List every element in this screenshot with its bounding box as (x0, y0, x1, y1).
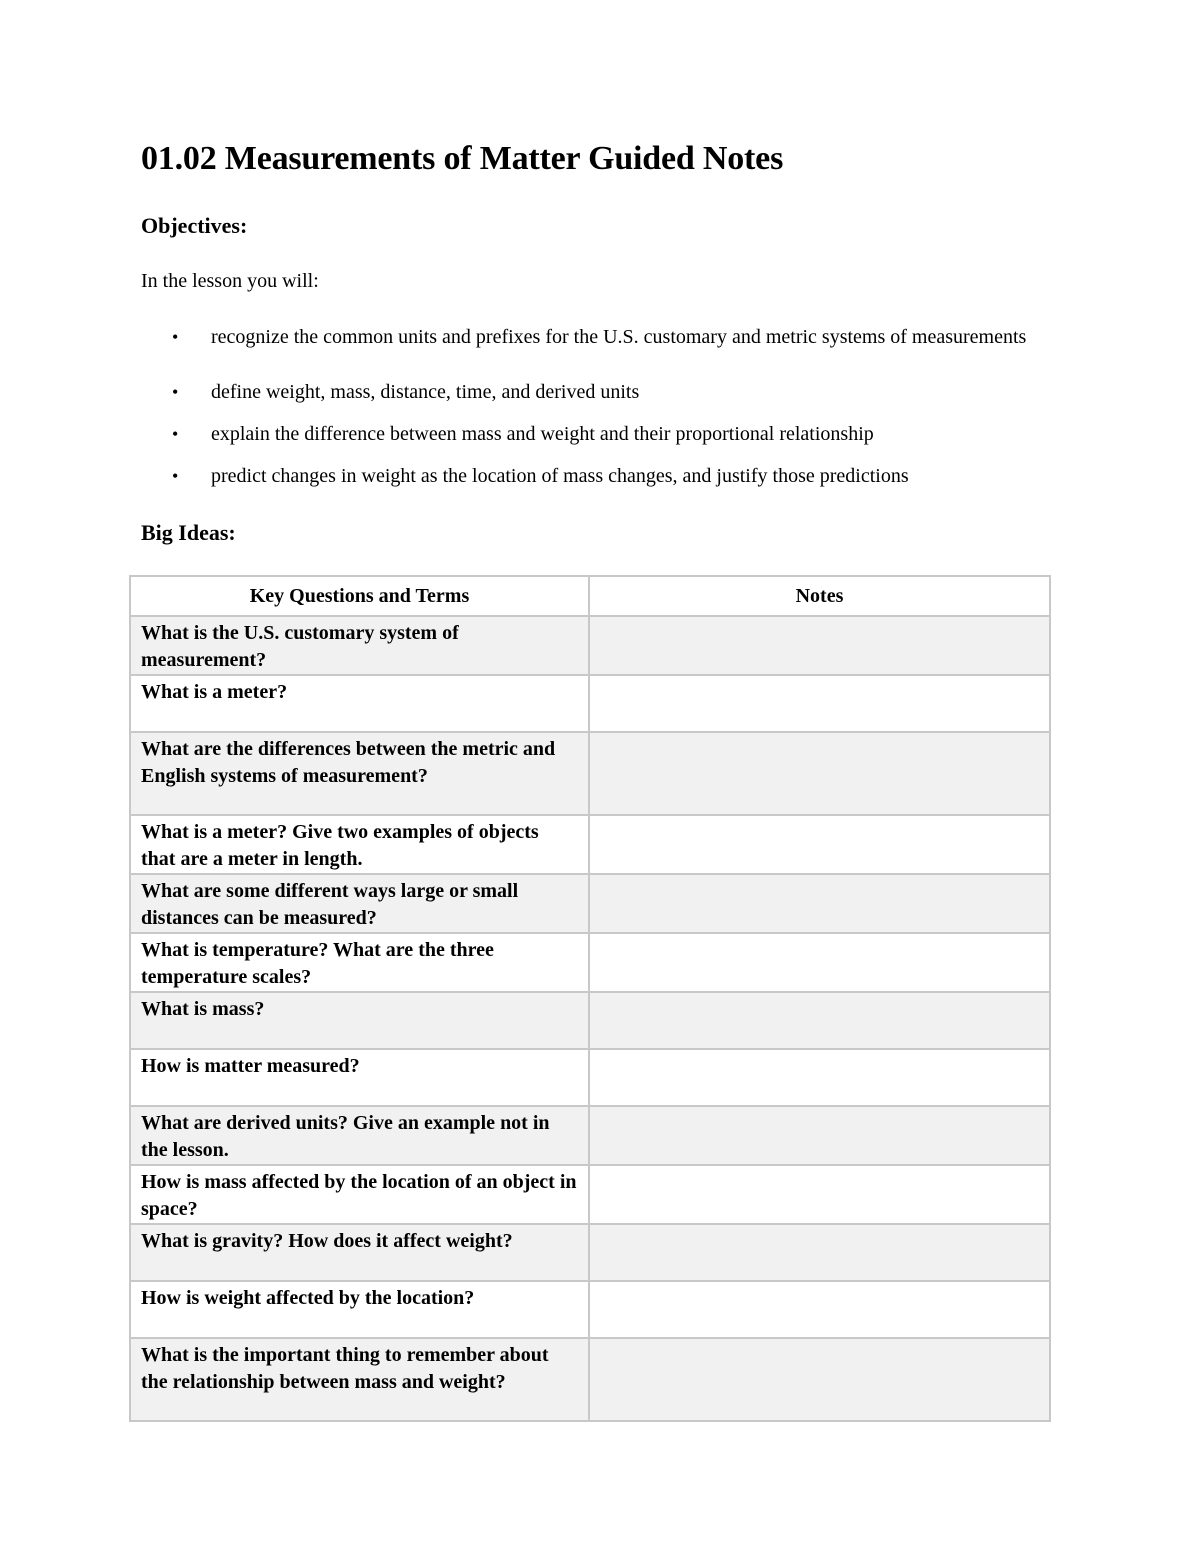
table-row (130, 1224, 1050, 1281)
notes-cell[interactable] (589, 616, 1050, 675)
notes-cell[interactable] (589, 1281, 1050, 1338)
notes-cell[interactable] (589, 874, 1050, 933)
objective-text: recognize the common units and prefixes for the U.S. customary and metric systems of measurements (211, 326, 1027, 348)
question-cell: How is matter measured? (130, 1049, 589, 1106)
objectives-heading: Objectives: (141, 213, 248, 238)
bullet-icon: • (172, 327, 179, 347)
table-row (130, 675, 1050, 732)
question-cell: What is a meter? (130, 675, 589, 732)
table-row (130, 616, 1050, 675)
table-row (130, 992, 1050, 1049)
question-cell: What is mass? (130, 992, 589, 1049)
objectives-intro: In the lesson you will: (141, 270, 319, 292)
question-cell: How is mass affected by the location of an object in space? (130, 1165, 589, 1224)
column-header-key-questions: Key Questions and Terms (130, 576, 589, 616)
notes-cell[interactable] (589, 1165, 1050, 1224)
table-row (130, 1049, 1050, 1106)
bullet-icon: • (172, 466, 179, 486)
question-cell: What is temperature? What are the three temperature scales? (130, 933, 589, 992)
bullet-icon: • (172, 424, 179, 444)
table-row (130, 732, 1050, 815)
bullet-icon: • (172, 382, 179, 402)
table-header-row (130, 576, 1050, 616)
question-cell: What are some different ways large or small distances can be measured? (130, 874, 589, 933)
big-ideas-heading: Big Ideas: (141, 520, 236, 545)
question-cell: What are the differences between the metric and English systems of measurement? (130, 732, 589, 815)
column-header-notes: Notes (589, 576, 1050, 616)
table-row (130, 815, 1050, 874)
objective-text: define weight, mass, distance, time, and derived units (211, 381, 640, 403)
notes-cell[interactable] (589, 933, 1050, 992)
notes-cell[interactable] (589, 732, 1050, 815)
table-row (130, 1165, 1050, 1224)
notes-cell[interactable] (589, 1338, 1050, 1421)
guided-notes-table (129, 575, 1051, 1422)
table-row (130, 1338, 1050, 1421)
notes-cell[interactable] (589, 1106, 1050, 1165)
notes-cell[interactable] (589, 675, 1050, 732)
table-row (130, 874, 1050, 933)
question-cell: What is the important thing to remember about the relationship between mass and weight? (130, 1338, 589, 1421)
question-cell: How is weight affected by the location? (130, 1281, 589, 1338)
table-row (130, 1106, 1050, 1165)
question-cell: What are derived units? Give an example not in the lesson. (130, 1106, 589, 1165)
page-title: 01.02 Measurements of Matter Guided Notes (141, 140, 784, 177)
notes-cell[interactable] (589, 1224, 1050, 1281)
objective-text: predict changes in weight as the location of mass changes, and justify those predictions (211, 465, 909, 487)
question-cell: What is a meter? Give two examples of objects that are a meter in length. (130, 815, 589, 874)
notes-cell[interactable] (589, 1049, 1050, 1106)
notes-cell[interactable] (589, 992, 1050, 1049)
objective-text: explain the difference between mass and weight and their proportional relationship (211, 423, 874, 445)
table-row (130, 933, 1050, 992)
question-cell: What is the U.S. customary system of measurement? (130, 616, 589, 675)
notes-cell[interactable] (589, 815, 1050, 874)
question-cell: What is gravity? How does it affect weight? (130, 1224, 589, 1281)
table-row (130, 1281, 1050, 1338)
